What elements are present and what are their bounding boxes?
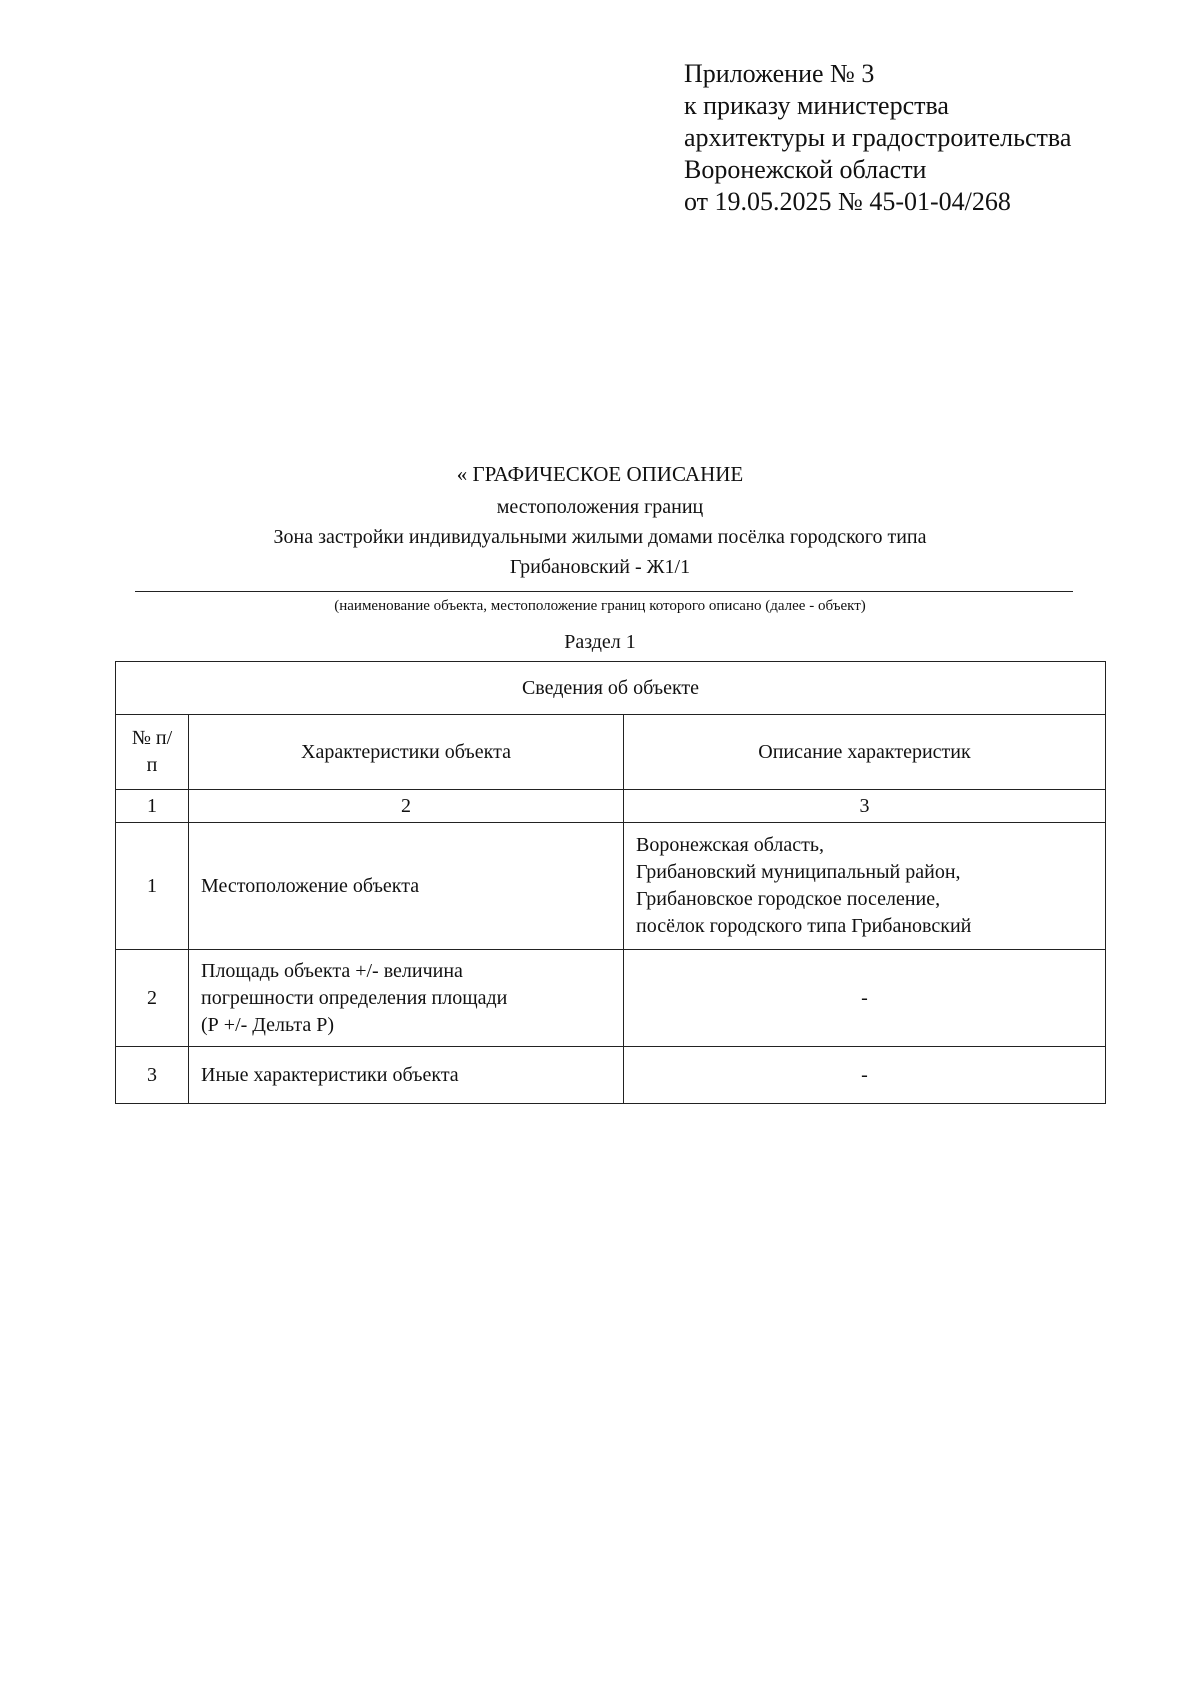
appendix-line: от 19.05.2025 № 45-01-04/268	[684, 187, 1011, 216]
title-line: Зона застройки индивидуальными жилыми домами посёлка городского типа	[273, 526, 927, 548]
row-description	[624, 1047, 1106, 1104]
row-number: 2	[116, 950, 189, 1047]
description-line: Воронежская область,	[636, 834, 825, 856]
row-characteristic	[189, 1047, 624, 1104]
row-number: 3	[116, 1047, 189, 1104]
table-row	[116, 1047, 1106, 1104]
column-header-description: Описание характеристик	[624, 715, 1106, 790]
column-number: 3	[624, 790, 1106, 823]
section-label: Раздел 1	[564, 631, 636, 653]
table-header-row	[116, 662, 1106, 715]
object-caption: (наименование объекта, местоположение границ которого описано (далее - объект)	[334, 598, 866, 614]
row-description	[624, 823, 1106, 950]
characteristic-line: (Р +/- Дельта Р)	[201, 1013, 335, 1036]
description-line: посёлок городского типа Грибановский	[636, 915, 972, 937]
characteristic-line: Площадь объекта +/- величина	[201, 959, 463, 982]
appendix-header	[684, 58, 1071, 218]
table-header: Сведения об объекте	[116, 662, 1106, 715]
appendix-line: архитектуры и градостроительства	[684, 123, 1072, 152]
column-header-number: № п/п	[116, 715, 189, 790]
row-description	[624, 950, 1106, 1047]
title-main: « ГРАФИЧЕСКОЕ ОПИСАНИЕ	[456, 462, 744, 486]
title-underline	[135, 591, 1073, 592]
row-number: 1	[116, 823, 189, 950]
description-line: -	[861, 986, 868, 1009]
column-number: 1	[116, 790, 189, 823]
description-line: Грибановский муниципальный район,	[636, 861, 961, 883]
table-row	[116, 950, 1106, 1047]
column-number-row	[116, 790, 1106, 823]
object-info-table	[115, 661, 1106, 1104]
description-line: Грибановское городское поселение,	[636, 888, 941, 910]
appendix-line: к приказу министерства	[684, 91, 949, 120]
document-title	[120, 460, 1080, 582]
characteristic-line: Местоположение объекта	[201, 874, 420, 897]
row-characteristic	[189, 823, 624, 950]
characteristic-line: погрешности определения площади	[201, 986, 508, 1009]
row-characteristic	[189, 950, 624, 1047]
column-header-row	[116, 715, 1106, 790]
appendix-line: Воронежской области	[684, 155, 927, 184]
table-row	[116, 823, 1106, 950]
characteristic-line: Иные характеристики объекта	[201, 1063, 459, 1086]
description-line: -	[861, 1063, 868, 1086]
appendix-line: Приложение № 3	[684, 59, 875, 88]
column-header-characteristic: Характеристики объекта	[189, 715, 624, 790]
title-line: Грибановский - Ж1/1	[509, 556, 691, 578]
title-line: местоположения границ	[496, 496, 704, 518]
column-number: 2	[189, 790, 624, 823]
